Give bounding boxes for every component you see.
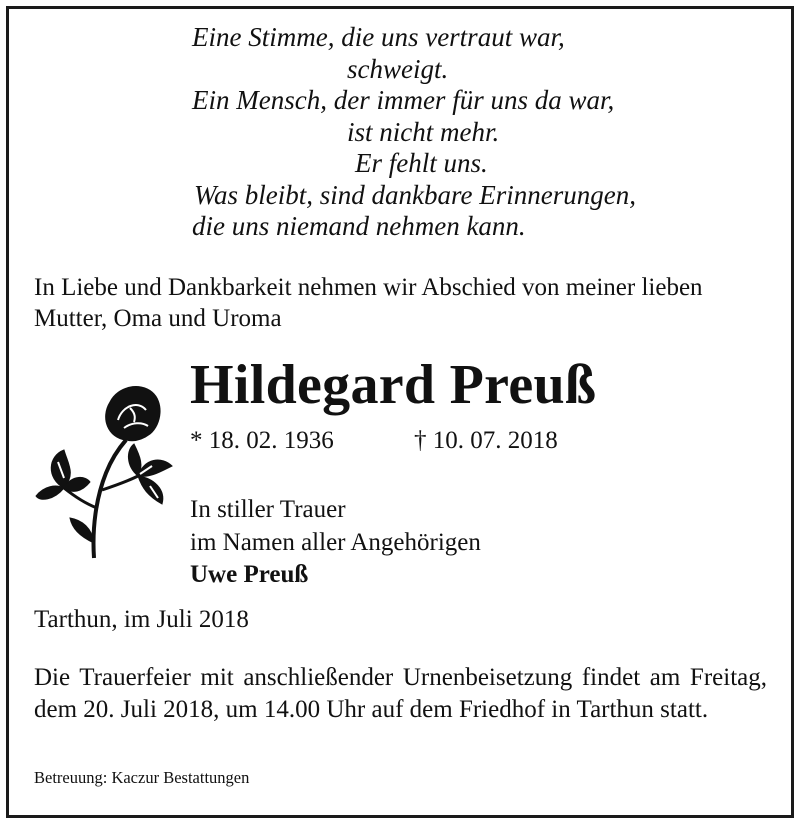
death-date: † 10. 07. 2018 — [414, 427, 558, 454]
poem-line: Er fehlt uns. — [355, 148, 488, 178]
poem-line: Ein Mensch, der immer für uns da war, — [192, 85, 615, 115]
poem-line: Was bleibt, sind dankbare Erinnerungen, — [194, 179, 636, 210]
signer-name: Uwe Preuß — [190, 561, 309, 588]
deceased-name: Hildegard Preuß — [190, 354, 597, 416]
funeral-home-credit: Betreuung: Kaczur Bestattungen — [34, 768, 250, 787]
mourners-line: In stiller Trauer — [190, 496, 346, 523]
mourners — [190, 494, 481, 592]
poem-line: die uns niemand nehmen kann. — [192, 211, 526, 241]
place-date: Tarthun, im Juli 2018 — [34, 606, 249, 633]
poem-line: schweigt. — [347, 53, 449, 84]
poem-line: Eine Stimme, die uns vertraut war, — [192, 22, 565, 52]
ceremony-info: Die Trauerfeier mit anschließender Urnenbeisetzung findet am Freitag, dem 20. Juli 2018, um 14.00 Uhr auf dem Friedhof in Tarthun statt. — [34, 664, 767, 723]
mourners-line: im Namen aller Angehörigen — [190, 528, 481, 556]
rose-icon — [34, 378, 184, 563]
poem-line: ist nicht mehr. — [347, 116, 500, 147]
farewell-text: In Liebe und Dankbarkeit nehmen wir Abschied von meiner lieben Mutter, Oma und Uroma — [34, 274, 703, 332]
birth-date: * 18. 02. 1936 — [190, 427, 334, 454]
